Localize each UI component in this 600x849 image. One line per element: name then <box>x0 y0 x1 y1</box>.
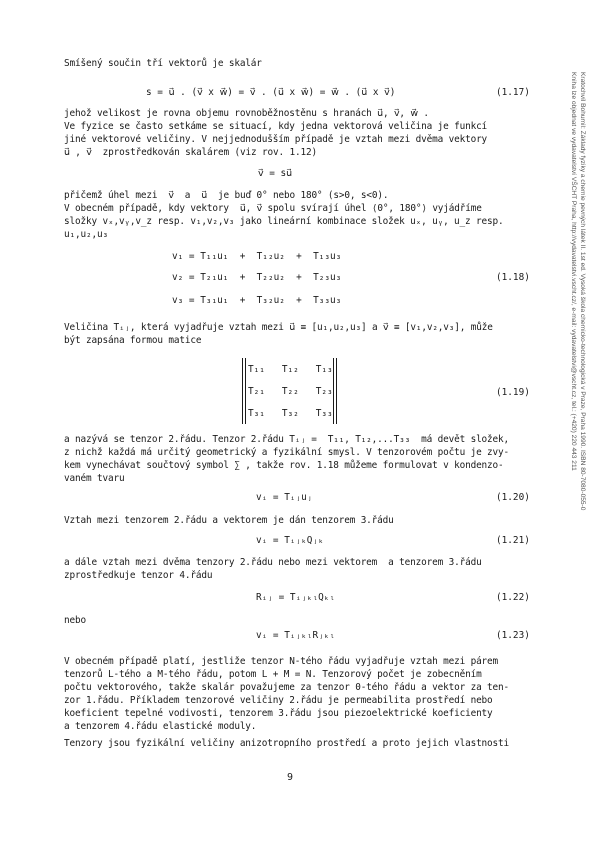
matrix-row <box>248 408 333 419</box>
text-line: složky vₓ,vᵧ,v_z resp. v₁,v₂,v₃ jako lineární kombinace složek uₓ, uᵧ, u_z resp. <box>64 216 504 227</box>
text-line: zprostředkuje tenzor 4.řádu <box>64 570 213 581</box>
matrix-cell: T₂₂ <box>281 386 299 397</box>
text-line: u⃗ , v⃗ zprostředkován skalárem (viz rov. 1.12) <box>64 147 317 158</box>
matrix-row <box>248 364 333 375</box>
equation-number-1-19: (1.19) <box>496 387 530 398</box>
equation-1-17: s = u⃗ . (v⃗ x w⃗) = v⃗ . (u⃗ x w⃗) = w⃗ . (u⃗ x v⃗) <box>146 87 396 98</box>
matrix-left-bar <box>242 358 243 424</box>
text-line: kem vynechávat součtový symbol ∑ , takže rov. 1.18 můžeme formulovat v kondenzo- <box>64 460 504 471</box>
equation-number-1-22: (1.22) <box>496 592 530 603</box>
matrix-cell: T₁₃ <box>315 364 333 375</box>
matrix-right-bar <box>333 358 334 424</box>
text-line: zor 1.řádu. Příkladem tenzorové veličiny 2.řádu je permeabilita prostředí nebo <box>64 695 493 706</box>
equation-1-18-row-3: v₃ = T₃₁u₁ + T₃₂u₂ + T₃₃u₃ <box>172 295 342 306</box>
heading: Smíšený součin tří vektorů je skalár <box>64 58 262 69</box>
equation-1-22: Rᵢⱼ = TᵢⱼₖₗQₖₗ <box>256 592 336 603</box>
text-line: Veličina Tᵢⱼ, která vyjadřuje vztah mezi u⃗ ≡ [u₁,u₂,u₃] a v⃗ ≡ [v₁,v₂,v₃], může <box>64 322 493 333</box>
text-line: přičemž úhel mezi v⃗ a u⃗ je buď 0° nebo 180° (s>0, s<0). <box>64 190 389 201</box>
page-number: 9 <box>287 772 294 783</box>
matrix-cell: T₁₁ <box>248 364 265 375</box>
text-line: a nazývá se tenzor 2.řádu. Tenzor 2.řádu Tᵢⱼ = T₁₁, T₁₂,...T₃₃ má devět složek, <box>64 434 510 445</box>
matrix-cell: T₃₁ <box>248 408 265 419</box>
matrix-row <box>248 386 333 397</box>
text-line: nebo <box>64 615 86 626</box>
equation-1-18-row-1: v₁ = T₁₁u₁ + T₁₂u₂ + T₁₃u₃ <box>172 251 342 262</box>
side-margin-citation <box>566 72 588 582</box>
text-line: z nichž každá má určitý geometrický a fyzikální smysl. V tenzorovém počtu je zvy- <box>64 447 510 458</box>
text-line: koeficient tepelné vodivosti, tenzorem 3.řádu jsou piezoelektrické koeficienty <box>64 708 493 719</box>
equation-number-1-20: (1.20) <box>496 492 530 503</box>
matrix-cell: T₁₂ <box>281 364 299 375</box>
text-line: V obecném případě platí, jestliže tenzor N-tého řádu vyjadřuje vztah mezi párem <box>64 656 499 667</box>
citation-line-2: Kniha lze objednat ve vydavatelství VŠCHT Praha, http://vydavatelstvi.vscht.cz/, e-mail: vydavatelstvi@vscht.cz, tel.: (+420) 220 443 211 <box>570 72 577 471</box>
matrix-right-bar <box>336 358 337 424</box>
text-line: u₁,u₂,u₃ <box>64 229 108 240</box>
text-line: Ve fyzice se často setkáme se situací, kdy jedna vektorová veličina je funkcí <box>64 121 488 132</box>
text-line: a dále vztah mezi dvěma tenzory 2.řádu nebo mezi vektorem a tenzorem 3.řádu <box>64 557 482 568</box>
equation-number-1-21: (1.21) <box>496 535 530 546</box>
equation-number-1-23: (1.23) <box>496 630 530 641</box>
matrix-cell: T₃₃ <box>315 408 333 419</box>
equation-v-su: v⃗ = su⃗ <box>258 168 293 179</box>
text-line: být zapsána formou matice <box>64 335 202 346</box>
text-line: a tenzorem 4.řádu elastické moduly. <box>64 721 257 732</box>
equation-1-23: vᵢ = TᵢⱼₖₗRⱼₖₗ <box>256 630 336 641</box>
matrix-cell: T₃₂ <box>281 408 299 419</box>
matrix-cell: T₂₁ <box>248 386 265 397</box>
equation-1-21: vᵢ = TᵢⱼₖQⱼₖ <box>256 535 324 546</box>
text-line: Vztah mezi tenzorem 2.řádu a vektorem je dán tenzorem 3.řádu <box>64 515 394 526</box>
equation-number-1-17: (1.17) <box>496 87 530 98</box>
equation-1-18-row-2: v₂ = T₂₁u₁ + T₂₂u₂ + T₂₃u₃ <box>172 272 342 283</box>
text-line: V obecném případě, kdy vektory u⃗, v⃗ spolu svírají úhel ⟨0°, 180°⟩ vyjádříme <box>64 203 482 214</box>
text-line: vaném tvaru <box>64 473 125 484</box>
equation-1-20: vᵢ = Tᵢⱼuⱼ <box>256 492 313 503</box>
matrix-cell: T₂₃ <box>315 386 333 397</box>
text-line: počtu vektorového, takže skalár považujeme za tenzor 0-tého řádu a vektor za ten- <box>64 682 510 693</box>
citation-line-1: Kratochvíl Bohumil: Základy fyziky a chemie pevných látek II. 1st ed. Vysoká škola chemicko-technologická v Praze, Praha 1990. ISBN 80-7080-055-0 <box>579 72 586 511</box>
matrix-left-bar <box>245 358 246 424</box>
equation-number-1-18: (1.18) <box>496 272 530 283</box>
text-line: tenzorů L-tého a M-tého řádu, potom L + M = N. Tenzorový počet je zobecněním <box>64 669 482 680</box>
text-line: Tenzory jsou fyzikální veličiny anizotropního prostředí a proto jejich vlastnosti <box>64 738 510 749</box>
text-line: jehož velikost je rovna objemu rovnoběžnostěnu s hranách u⃗, v⃗, w⃗ . <box>64 108 429 119</box>
text-line: jiné vektorové veličiny. V nejjednodušším případě je vztah mezi dvěma vektory <box>64 134 488 145</box>
